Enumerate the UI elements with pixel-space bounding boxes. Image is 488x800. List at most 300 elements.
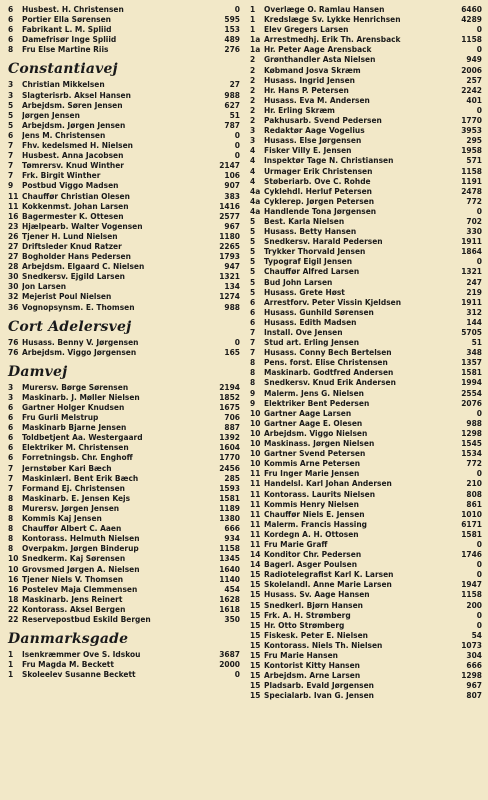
- house-number: 16: [8, 210, 19, 221]
- list-item: [250, 125, 482, 135]
- resident-name: Arbejdsm. Elgaard C. Nielsen: [22, 261, 145, 272]
- house-number: 8: [8, 502, 14, 513]
- street-heading: Constantiavej: [8, 61, 118, 78]
- resident-name: Frk. A. H. Strømberg: [264, 609, 351, 620]
- income-value: 666: [466, 660, 482, 671]
- house-number: 5: [250, 226, 256, 237]
- income-value: 1298: [461, 670, 482, 681]
- resident-name: Typograf Eigil Jensen: [264, 256, 353, 267]
- income-value: 219: [466, 286, 482, 297]
- house-number: 5: [250, 276, 256, 287]
- income-value: 772: [466, 458, 482, 469]
- list-item: [250, 377, 482, 387]
- list-item: [8, 271, 240, 281]
- house-number: 6: [8, 129, 14, 140]
- list-item: [8, 160, 240, 170]
- resident-name: Isenkræmmer Ove S. Idskou: [22, 649, 141, 660]
- list-item: [8, 170, 240, 180]
- resident-name: Støberiarb. Ove C. Rohde: [264, 175, 371, 186]
- income-value: 348: [466, 347, 482, 358]
- list-item: [250, 155, 482, 165]
- list-item: [8, 24, 240, 34]
- income-value: 106: [224, 170, 240, 181]
- resident-name: Husass. Edith Madsen: [264, 316, 357, 327]
- resident-name: Postbud Viggo Madsen: [22, 180, 119, 191]
- house-number: 7: [8, 482, 14, 493]
- list-item: [8, 604, 240, 614]
- income-value: 1321: [461, 266, 482, 277]
- income-value: 401: [466, 94, 482, 105]
- resident-name: Maskinarb. E. Jensen Kejs: [22, 492, 131, 503]
- income-value: 1321: [219, 271, 240, 282]
- income-value: 0: [476, 205, 482, 216]
- house-number: 18: [8, 593, 19, 604]
- resident-name: Pakhusarb. Svend Pedersen: [264, 115, 382, 126]
- income-value: 0: [476, 559, 482, 570]
- resident-name: Redaktør Aage Vogelius: [264, 125, 365, 136]
- income-value: 1793: [219, 251, 240, 262]
- house-number: 15: [250, 639, 261, 650]
- list-item: [250, 317, 482, 327]
- list-item: [8, 503, 240, 513]
- house-number: 11: [250, 468, 261, 479]
- resident-name: Grønthandler Asta Nielsen: [264, 54, 376, 65]
- list-item: [250, 4, 482, 14]
- house-number: 9: [250, 387, 256, 398]
- house-number: 8: [8, 513, 14, 524]
- house-number: 6: [8, 432, 14, 443]
- income-value: 304: [466, 650, 482, 660]
- resident-name: Handelsl. Karl Johan Andersen: [264, 478, 392, 489]
- list-item: [250, 640, 482, 650]
- list-item: [250, 135, 482, 145]
- list-item: [8, 347, 240, 357]
- list-item: [250, 519, 482, 529]
- resident-name: Hjælpearb. Walter Vogensen: [22, 220, 143, 231]
- resident-name: Husbest. Anna Jacobsen: [22, 150, 124, 161]
- list-item: [8, 120, 240, 130]
- resident-name: Toldbetjent Aa. Westergaard: [22, 432, 143, 443]
- house-number: 2: [250, 54, 256, 65]
- income-value: 1392: [219, 432, 240, 443]
- resident-name: Urmager Erik Christensen: [264, 165, 373, 176]
- list-item: [8, 574, 240, 584]
- house-number: 23: [8, 220, 19, 231]
- income-value: 0: [234, 150, 240, 161]
- income-value: 1770: [219, 452, 240, 463]
- house-number: 6: [8, 34, 14, 45]
- house-number: 15: [250, 589, 261, 600]
- house-number: 6: [8, 412, 14, 423]
- resident-name: Bagerl. Asger Poulsen: [264, 559, 358, 570]
- resident-name: Jens M. Christensen: [22, 129, 106, 140]
- income-value: 967: [224, 220, 240, 231]
- house-number: 1: [250, 14, 256, 25]
- list-item: [8, 140, 240, 150]
- house-number: 10: [250, 407, 261, 418]
- house-number: 1a: [250, 34, 261, 45]
- house-number: 11: [250, 518, 261, 529]
- list-item: [250, 610, 482, 620]
- list-item: [8, 523, 240, 533]
- house-number: 10: [8, 563, 19, 574]
- house-number: 5: [8, 99, 14, 110]
- house-number: 4: [250, 155, 256, 166]
- resident-name: Købmand Josva Skræm: [264, 64, 361, 75]
- list-item: [250, 246, 482, 256]
- income-value: 949: [466, 54, 482, 65]
- house-number: 22: [8, 603, 19, 614]
- list-item: [8, 4, 240, 14]
- resident-name: Specialarb. Ivan G. Jensen: [264, 690, 374, 701]
- list-item: [250, 509, 482, 519]
- house-number: 3: [8, 79, 14, 90]
- income-value: 0: [476, 256, 482, 267]
- house-number: 5: [250, 236, 256, 247]
- house-number: 4a: [250, 185, 261, 196]
- resident-name: Malerm. Francis Hassing: [264, 518, 367, 529]
- income-value: 1911: [461, 236, 482, 247]
- income-value: 1911: [461, 296, 482, 307]
- income-value: 1640: [219, 563, 240, 574]
- income-value: 276: [224, 44, 240, 55]
- income-value: 1852: [219, 391, 240, 402]
- list-item: [250, 630, 482, 640]
- list-item: [250, 105, 482, 115]
- list-item: [250, 478, 482, 488]
- house-number: 1: [250, 24, 256, 35]
- income-value: 861: [466, 498, 482, 509]
- list-item: [8, 251, 240, 261]
- list-item: [8, 543, 240, 553]
- list-item: [8, 191, 240, 201]
- list-item: [8, 150, 240, 160]
- list-item: [250, 448, 482, 458]
- house-number: 15: [250, 660, 261, 671]
- list-item: [8, 553, 240, 563]
- house-number: 1: [8, 649, 14, 660]
- house-number: 7: [8, 462, 14, 473]
- list-item: [8, 564, 240, 574]
- house-number: 6: [250, 316, 256, 327]
- resident-name: Husass. Else Jørgensen: [264, 135, 362, 146]
- house-number: 8: [8, 44, 14, 55]
- income-value: 2194: [219, 381, 240, 392]
- list-item: [8, 231, 240, 241]
- house-number: 11: [8, 200, 19, 211]
- income-value: 1158: [219, 543, 240, 554]
- list-item: [250, 670, 482, 680]
- resident-name: Stud art. Erling Jensen: [264, 337, 360, 348]
- resident-name: Gartner Aage Larsen: [264, 407, 352, 418]
- income-value: 0: [234, 140, 240, 151]
- house-number: 5: [250, 215, 256, 226]
- list-item: [8, 669, 240, 679]
- resident-name: Chauffør Christian Olesen: [22, 190, 130, 201]
- house-number: 6: [8, 452, 14, 463]
- resident-name: Kontorass. Niels Th. Nielsen: [264, 639, 383, 650]
- list-item: [8, 44, 240, 54]
- income-value: 3687: [219, 649, 240, 660]
- resident-name: Husbest. H. Christensen: [22, 4, 124, 14]
- income-value: 1746: [461, 549, 482, 560]
- house-number: 2: [250, 94, 256, 105]
- income-value: 1581: [461, 367, 482, 378]
- income-value: 1534: [461, 448, 482, 459]
- income-value: 2478: [461, 185, 482, 196]
- resident-name: Husass. Sv. Aage Hansen: [264, 589, 370, 600]
- list-item: [8, 392, 240, 402]
- resident-name: Maskinlærl. Bent Erik Bæch: [22, 472, 139, 483]
- income-value: 1593: [219, 482, 240, 493]
- income-value: 51: [229, 109, 240, 120]
- income-value: 571: [466, 155, 482, 166]
- resident-name: Murersv. Børge Sørensen: [22, 381, 129, 392]
- list-item: [250, 600, 482, 610]
- house-number: 6: [8, 422, 14, 433]
- income-value: 51: [471, 337, 482, 348]
- resident-name: Hr. Peter Aage Arensback: [264, 44, 372, 55]
- list-item: [250, 579, 482, 589]
- resident-name: Frk. Birgit Winther: [22, 170, 101, 181]
- house-number: 7: [8, 170, 14, 181]
- house-number: 2: [250, 84, 256, 95]
- resident-name: Inspektør Tage N. Christiansen: [264, 155, 394, 166]
- house-number: 32: [8, 291, 19, 302]
- resident-name: Jon Larsen: [22, 281, 67, 292]
- list-item: [8, 594, 240, 604]
- house-number: 27: [8, 251, 19, 262]
- resident-name: Elev Gregers Larsen: [264, 24, 349, 35]
- list-item: [8, 79, 240, 89]
- income-value: 1770: [461, 115, 482, 126]
- list-item: [250, 458, 482, 468]
- list-item: [250, 85, 482, 95]
- house-number: 5: [250, 286, 256, 297]
- list-item: [8, 90, 240, 100]
- income-value: 1994: [461, 377, 482, 388]
- list-item: [8, 473, 240, 483]
- list-item: [250, 145, 482, 155]
- resident-name: Kommis Kaj Jensen: [22, 513, 102, 524]
- house-number: 7: [8, 472, 14, 483]
- house-number: 30: [8, 271, 19, 282]
- list-item: [250, 347, 482, 357]
- list-item: [250, 186, 482, 196]
- resident-name: Skolelandl. Anne Marie Larsen: [264, 579, 392, 590]
- income-value: 1545: [461, 438, 482, 449]
- house-number: 76: [8, 336, 19, 347]
- income-value: 0: [476, 468, 482, 479]
- list-item: [250, 206, 482, 216]
- house-number: 7: [8, 140, 14, 151]
- income-value: 2456: [219, 462, 240, 473]
- income-value: 1274: [219, 291, 240, 302]
- house-number: 5: [250, 266, 256, 277]
- income-value: 1416: [219, 200, 240, 211]
- house-number: 15: [250, 609, 261, 620]
- resident-name: Maskinarb. Godtfred Andersen: [264, 367, 394, 378]
- resident-name: Chauffør Niels E. Jensen: [264, 508, 365, 519]
- income-value: 257: [466, 74, 482, 85]
- income-value: 350: [224, 613, 240, 624]
- income-value: 967: [466, 680, 482, 691]
- income-value: 947: [224, 261, 240, 272]
- list-item: [8, 452, 240, 462]
- income-value: 772: [466, 195, 482, 206]
- income-value: 1357: [461, 357, 482, 368]
- income-value: 1581: [219, 492, 240, 503]
- house-number: 26: [8, 230, 19, 241]
- resident-name: Maskinarb Bjarne Jensen: [22, 422, 127, 433]
- income-value: 1581: [461, 528, 482, 539]
- list-item: [250, 75, 482, 85]
- house-number: 15: [250, 619, 261, 630]
- resident-name: Fisker Villy E. Jensen: [264, 145, 352, 156]
- list-item: [250, 489, 482, 499]
- income-value: 0: [476, 609, 482, 620]
- house-number: 8: [8, 533, 14, 544]
- resident-name: Kommis Arne Petersen: [264, 458, 361, 469]
- list-item: [250, 226, 482, 236]
- house-number: 6: [8, 442, 14, 453]
- house-number: 5: [250, 246, 256, 257]
- house-number: 27: [8, 240, 19, 251]
- house-number: 1: [8, 669, 14, 680]
- list-item: [250, 216, 482, 226]
- resident-name: Chauffør Alfred Larsen: [264, 266, 360, 277]
- resident-name: Husass. Eva M. Andersen: [264, 94, 370, 105]
- street-heading: Damvej: [8, 363, 68, 380]
- house-number: 8: [8, 492, 14, 503]
- house-number: 16: [8, 573, 19, 584]
- income-value: 1189: [219, 502, 240, 513]
- income-value: 165: [224, 346, 240, 357]
- resident-name: Kontorist Kitty Hansen: [264, 660, 360, 671]
- resident-name: Arbejdsm. Søren Jensen: [22, 99, 123, 110]
- resident-name: Husass. Gunhild Sørensen: [264, 306, 374, 317]
- list-item: [250, 34, 482, 44]
- left-column: [8, 4, 240, 679]
- resident-name: Grovsmed Jørgen A. Nielsen: [22, 563, 140, 574]
- resident-name: Kommis Henry Nielsen: [264, 498, 359, 509]
- resident-name: Tjener H. Lund Nielsen: [22, 230, 118, 241]
- resident-name: Radiotelegrafist Karl K. Larsen: [264, 569, 394, 580]
- list-item: [8, 463, 240, 473]
- income-value: 702: [466, 215, 482, 226]
- list-item: [8, 291, 240, 301]
- list-item: [8, 261, 240, 271]
- income-value: 1345: [219, 553, 240, 564]
- house-number: 9: [8, 180, 14, 191]
- house-number: 10: [250, 417, 261, 428]
- resident-name: Fru Magda M. Beckett: [22, 659, 114, 670]
- house-number: 6: [8, 4, 14, 14]
- list-item: [8, 402, 240, 412]
- resident-name: Kontorass. Aksel Bergen: [22, 603, 126, 614]
- house-number: 8: [8, 543, 14, 554]
- resident-name: Husass. Conny Bech Bertelsen: [264, 347, 392, 358]
- resident-name: Hr. Otto Strømberg: [264, 619, 345, 630]
- resident-name: Murersv. Jørgen Jensen: [22, 502, 120, 513]
- list-item: [8, 201, 240, 211]
- income-value: 54: [471, 629, 482, 640]
- list-item: [8, 14, 240, 24]
- resident-name: Kokkenmst. Johan Larsen: [22, 200, 129, 211]
- house-number: 2: [250, 115, 256, 126]
- list-item: [250, 468, 482, 478]
- income-value: 330: [466, 226, 482, 237]
- house-number: 8: [250, 377, 256, 388]
- resident-name: Kontorass. Helmuth Nielsen: [22, 533, 140, 544]
- house-number: 7: [8, 150, 14, 161]
- resident-name: Arbejdsm. Arne Larsen: [264, 670, 361, 681]
- list-item: [250, 499, 482, 509]
- list-item: [8, 337, 240, 347]
- list-item: [250, 287, 482, 297]
- resident-name: Kordegn A. H. Ottosen: [264, 528, 359, 539]
- house-number: 6: [8, 24, 14, 35]
- list-item: [250, 277, 482, 287]
- resident-name: Bud John Larsen: [264, 276, 333, 287]
- house-number: 3: [8, 391, 14, 402]
- resident-name: Formand Ej. Christensen: [22, 482, 125, 493]
- list-item: [250, 418, 482, 428]
- list-item: [8, 533, 240, 543]
- income-value: 807: [466, 690, 482, 701]
- house-number: 15: [250, 670, 261, 681]
- resident-name: Pladsarb. Evald Jørgensen: [264, 680, 374, 691]
- list-item: [8, 180, 240, 190]
- house-number: 5: [250, 256, 256, 267]
- list-item: [8, 130, 240, 140]
- resident-name: Snedkersv. Ejgild Larsen: [22, 271, 126, 282]
- list-item: [250, 14, 482, 24]
- income-value: 1191: [461, 175, 482, 186]
- income-value: 988: [224, 89, 240, 100]
- resident-name: Postelev Maja Clemmensen: [22, 583, 138, 594]
- list-item: [250, 65, 482, 75]
- list-item: [250, 307, 482, 317]
- list-item: [250, 408, 482, 418]
- list-item: [8, 221, 240, 231]
- income-value: 1158: [461, 589, 482, 600]
- resident-name: Bogholder Hans Pedersen: [22, 251, 131, 262]
- resident-name: Arrestforv. Peter Vissin Kjeldsen: [264, 296, 402, 307]
- list-item: [8, 649, 240, 659]
- income-value: 0: [476, 569, 482, 580]
- house-number: 11: [250, 488, 261, 499]
- resident-name: Portier Ella Sørensen: [22, 14, 111, 25]
- list-item: [250, 337, 482, 347]
- income-value: 1140: [219, 573, 240, 584]
- income-value: 4289: [461, 14, 482, 25]
- income-value: 0: [234, 4, 240, 14]
- list-item: [250, 115, 482, 125]
- house-number: 36: [8, 301, 19, 312]
- income-value: 1380: [219, 513, 240, 524]
- income-value: 0: [476, 538, 482, 549]
- house-number: 1a: [250, 44, 261, 55]
- income-value: 706: [224, 412, 240, 423]
- income-value: 295: [466, 135, 482, 146]
- house-number: 2: [250, 74, 256, 85]
- house-number: 15: [250, 569, 261, 580]
- list-item: [250, 327, 482, 337]
- street-heading: Danmarksgade: [8, 631, 129, 648]
- list-item: [8, 412, 240, 422]
- list-item: [250, 44, 482, 54]
